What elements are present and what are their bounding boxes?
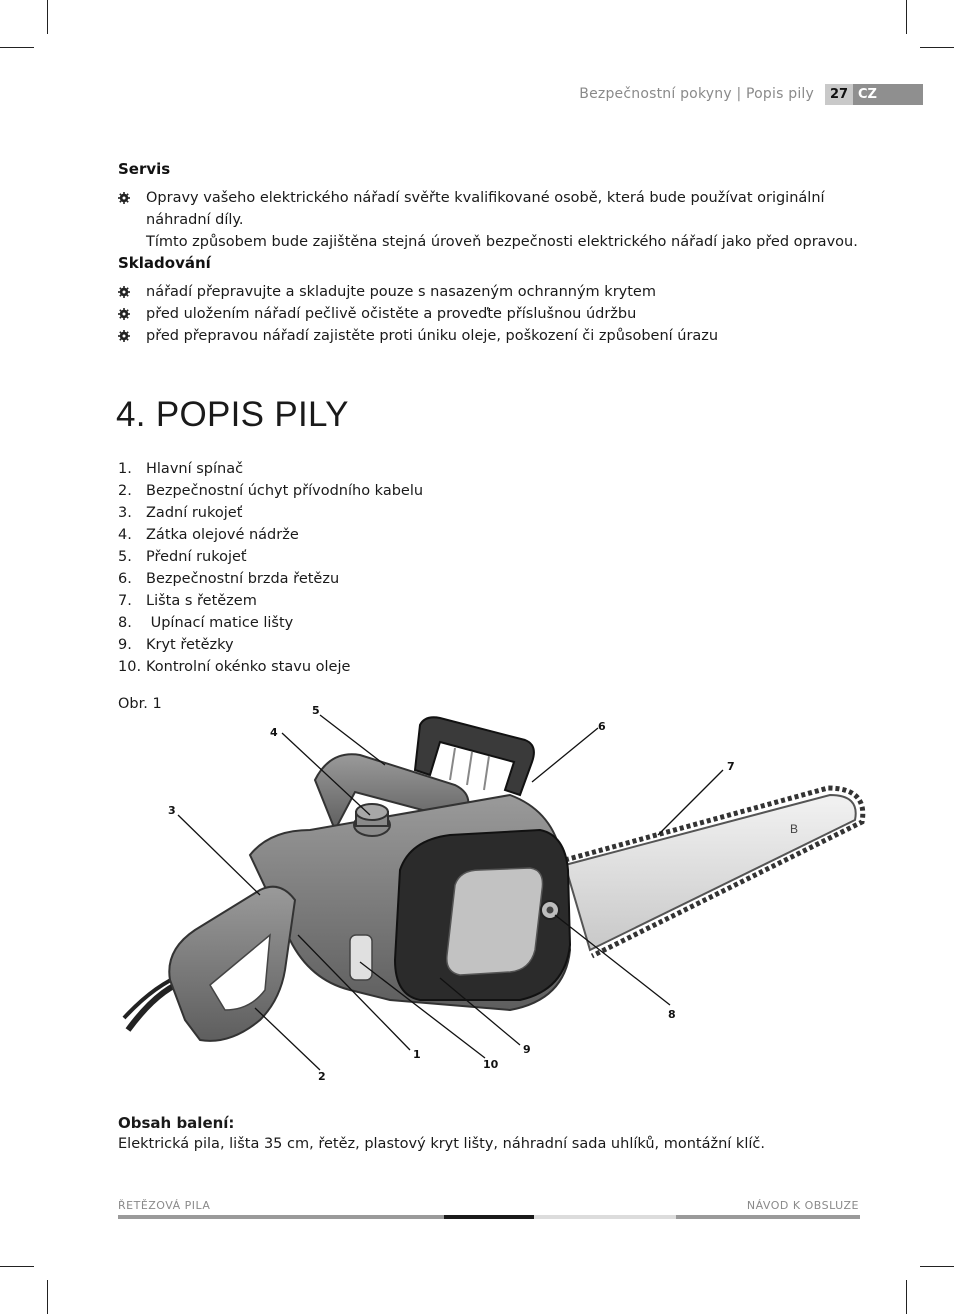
list-item	[118, 325, 858, 347]
part-label: Hlavní spínač	[146, 461, 244, 477]
chainsaw-illustration	[110, 700, 870, 1090]
callout-7: 7	[727, 760, 735, 773]
servis-line-2: Tímto způsobem bude zajištěna stejná úroveň bezpečnosti elektrického nářadí jako před opravou.	[146, 234, 858, 250]
part-number: 8.	[118, 615, 132, 631]
language-badge: CZ	[853, 84, 923, 105]
storage-item-text: před uložením nářadí pečlivě očistěte a proveďte příslušnou údržbu	[146, 306, 637, 322]
list-item	[118, 546, 423, 568]
list-item	[118, 480, 423, 502]
callout-10: 10	[483, 1058, 499, 1071]
list-item	[118, 634, 423, 656]
list-item	[118, 590, 423, 612]
crop-mark	[906, 0, 907, 34]
part-number: 3.	[118, 505, 132, 521]
footer-manual: NÁVOD K OBSLUZE	[746, 1199, 859, 1212]
part-label: Zadní rukojeť	[146, 505, 243, 521]
storage-item-text: nářadí přepravujte a skladujte pouze s nasazeným ochranným krytem	[146, 284, 656, 300]
list-item	[118, 502, 423, 524]
list-item	[118, 458, 423, 480]
part-label: Lišta s řetězem	[146, 593, 257, 609]
contents-text: Elektrická pila, lišta 35 cm, řetěz, plastový kryt lišty, náhradní sada uhlíků, montážní klíč.	[118, 1136, 765, 1152]
footer-bar-segment	[118, 1215, 444, 1219]
crop-mark	[920, 47, 954, 48]
bar-logo-text: B	[790, 822, 799, 836]
main-switch	[350, 935, 372, 980]
parts-list	[118, 458, 423, 678]
storage-item-text: před přepravou nářadí zajistěte proti úniku oleje, poškození či způsobení úrazu	[146, 328, 719, 344]
servis-heading: Servis	[118, 160, 171, 178]
crop-mark	[47, 1280, 48, 1314]
side-panel	[447, 868, 543, 975]
list-item	[118, 524, 423, 546]
storage-list	[118, 281, 858, 347]
callout-5: 5	[312, 704, 320, 717]
part-number: 9.	[118, 637, 132, 653]
part-number: 2.	[118, 483, 132, 499]
crop-mark	[47, 0, 48, 34]
footer-bar-segment	[676, 1215, 860, 1219]
part-number: 4.	[118, 527, 132, 543]
gear-bullet-icon	[118, 330, 130, 342]
part-label: Zátka olejové nádrže	[146, 527, 299, 543]
list-item	[118, 303, 858, 325]
part-label: Bezpečnostní brzda řetězu	[146, 571, 340, 587]
footer-product: ŘETĚZOVÁ PILA	[118, 1199, 211, 1212]
callout-4: 4	[270, 726, 278, 739]
crop-mark	[920, 1266, 954, 1267]
page-number: 27	[825, 84, 853, 105]
list-item	[118, 281, 858, 303]
rear-handle	[169, 887, 295, 1041]
page-indicator	[825, 84, 923, 105]
crop-mark	[0, 47, 34, 48]
list-item	[118, 612, 423, 634]
contents-heading: Obsah balení:	[118, 1114, 235, 1132]
figure-caption: Obr. 1	[118, 696, 162, 712]
part-number: 10.	[118, 659, 142, 675]
callout-3: 3	[168, 804, 176, 817]
callout-1: 1	[413, 1048, 421, 1061]
gear-bullet-icon	[118, 192, 130, 204]
footer-bar-segment	[444, 1215, 534, 1219]
callout-8: 8	[668, 1008, 676, 1021]
chapter-title: 4. POPIS PILY	[116, 395, 349, 434]
part-label: Kontrolní okénko stavu oleje	[146, 659, 351, 675]
part-label: Bezpečnostní úchyt přívodního kabelu	[146, 483, 424, 499]
part-number: 1.	[118, 461, 132, 477]
part-label: Přední rukojeť	[146, 549, 247, 565]
list-item	[118, 568, 423, 590]
gear-bullet-icon	[118, 308, 130, 320]
callout-9: 9	[523, 1043, 531, 1056]
guide-bar	[565, 795, 856, 950]
part-label: Upínací matice lišty	[146, 615, 294, 631]
list-item	[118, 656, 423, 678]
callout-6: 6	[598, 720, 606, 733]
footer-bar-segment	[534, 1215, 676, 1219]
running-header: Bezpečnostní pokyny | Popis pily	[579, 86, 814, 102]
part-number: 5.	[118, 549, 132, 565]
part-number: 6.	[118, 571, 132, 587]
callout-2: 2	[318, 1070, 326, 1083]
list-item	[118, 187, 858, 253]
crop-mark	[0, 1266, 34, 1267]
part-label: Kryt řetězky	[146, 637, 234, 653]
servis-list	[118, 187, 858, 253]
part-number: 7.	[118, 593, 132, 609]
gear-bullet-icon	[118, 286, 130, 298]
storage-heading: Skladování	[118, 254, 211, 272]
crop-mark	[906, 1280, 907, 1314]
servis-line-1: Opravy vašeho elektrického nářadí svěřte kvalifikované osobě, která bude používat originální náhradní díly.	[146, 190, 825, 228]
